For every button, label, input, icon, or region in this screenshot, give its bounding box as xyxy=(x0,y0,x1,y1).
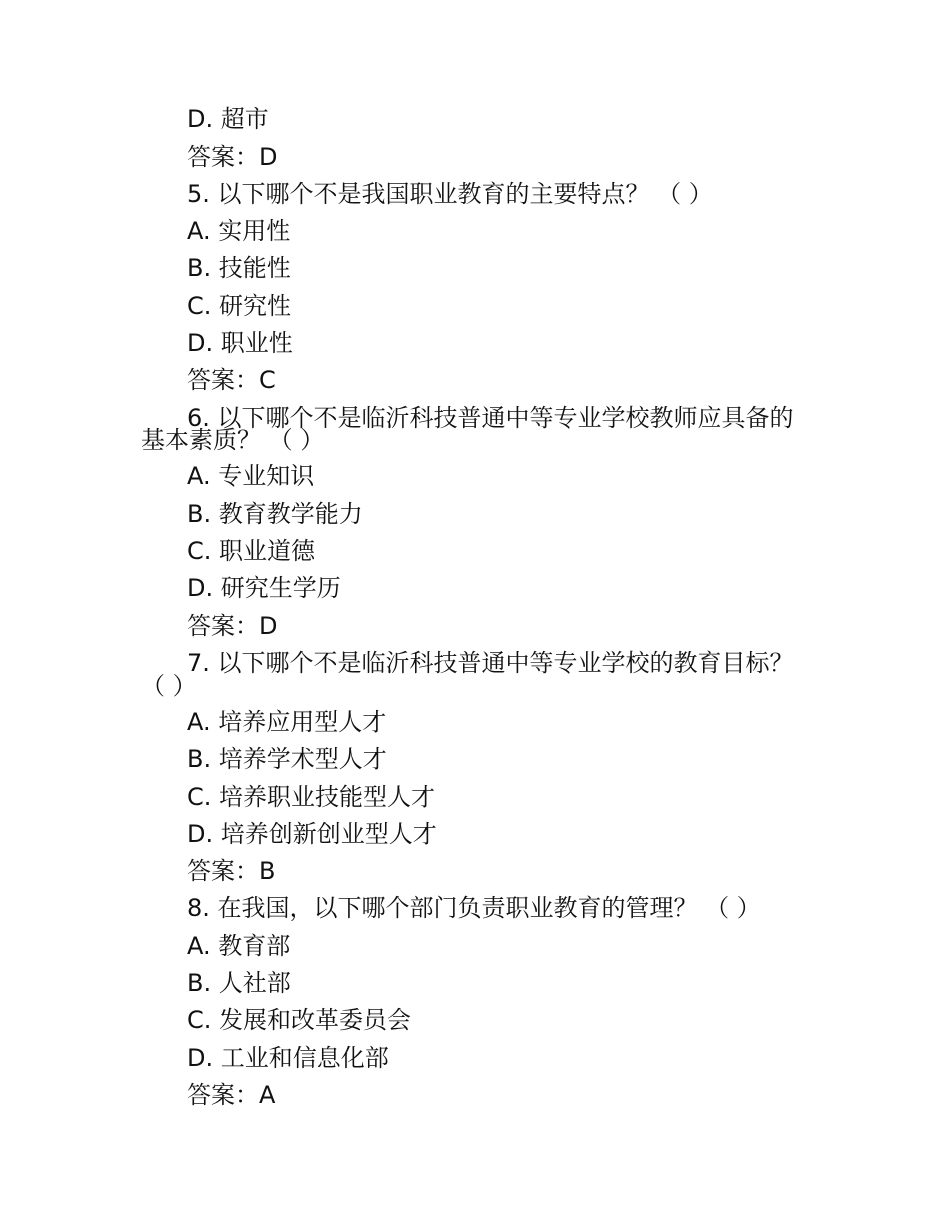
q7-question: 7. 以下哪个不是临沂科技普通中等专业学校的教育目标？ xyxy=(187,649,794,677)
q8-answer: 答案：A xyxy=(187,1081,276,1109)
q7-answer: 答案：B xyxy=(187,857,276,885)
q8-question: 8. 在我国，以下哪个部门负责职业教育的管理？ （ ） xyxy=(187,894,761,922)
q6-question-continued: 基本素质？ （ ） xyxy=(141,426,325,454)
q4-answer: 答案：D xyxy=(187,143,278,171)
q5-option-c: C. 研究性 xyxy=(187,292,292,320)
q7-option-a: A. 培养应用型人才 xyxy=(187,708,387,736)
q4-option-d: D. 超市 xyxy=(187,105,269,133)
q7-option-b: B. 培养学术型人才 xyxy=(187,745,387,773)
q5-option-d: D. 职业性 xyxy=(187,329,293,357)
q8-option-c: C. 发展和改革委员会 xyxy=(187,1006,412,1034)
q7-option-c: C. 培养职业技能型人才 xyxy=(187,783,436,811)
q7-question-continued: （ ） xyxy=(141,672,197,700)
q8-option-b: B. 人社部 xyxy=(187,969,291,997)
q8-option-a: A. 教育部 xyxy=(187,932,291,960)
q6-answer: 答案：D xyxy=(187,612,278,640)
q6-option-b: B. 教育教学能力 xyxy=(187,500,363,528)
q6-option-c: C. 职业道德 xyxy=(187,537,316,565)
q6-option-a: A. 专业知识 xyxy=(187,462,315,490)
q6-question: 6. 以下哪个不是临沂科技普通中等专业学校教师应具备的 xyxy=(187,404,794,432)
q5-option-b: B. 技能性 xyxy=(187,254,291,282)
q5-answer: 答案：C xyxy=(187,366,276,394)
q8-option-d: D. 工业和信息化部 xyxy=(187,1044,389,1072)
q6-option-d: D. 研究生学历 xyxy=(187,574,341,602)
q5-question: 5. 以下哪个不是我国职业教育的主要特点？ （ ） xyxy=(187,180,713,208)
q5-option-a: A. 实用性 xyxy=(187,217,291,245)
q7-option-d: D. 培养创新创业型人才 xyxy=(187,820,437,848)
